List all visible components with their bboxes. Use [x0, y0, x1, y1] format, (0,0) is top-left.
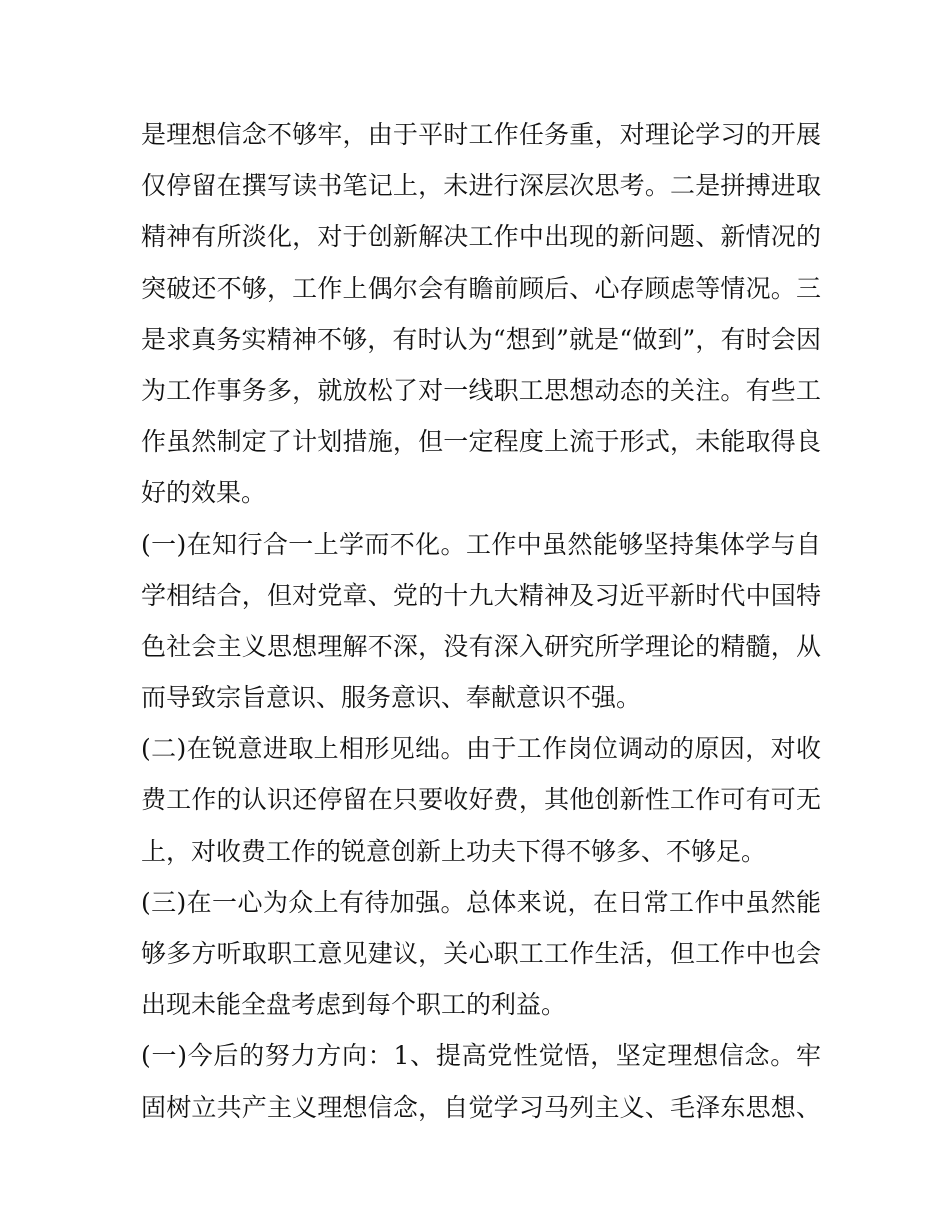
text-line: (一)在知行合一上学而不化。工作中虽然能够坚持集体学与自	[141, 529, 821, 559]
document-body	[141, 109, 821, 1133]
text-line: 是理想信念不够牢，由于平时工作任务重，对理论学习的开展	[141, 120, 821, 149]
text-line: 为工作事务多，就放松了对一线职工思想动态的关注。有些工	[141, 375, 821, 405]
text-line: 是求真务实精神不够，有时认为“想到”就是“做到”，有时会因	[141, 324, 821, 354]
text-line: 精神有所淡化，对于创新解决工作中出现的新问题、新情况的	[141, 222, 821, 252]
text-line: (三)在一心为众上有待加强。总体来说，在日常工作中虽然能	[141, 887, 821, 917]
text-line: 仅停留在撰写读书笔记上，未进行深层次思考。二是拼搏进取	[141, 171, 821, 201]
text-line: 出现未能全盘考虑到每个职工的利益。	[141, 990, 567, 1020]
text-line: 好的效果。	[141, 478, 267, 508]
text-line: 上，对收费工作的锐意创新上功夫下得不够多、不够足。	[141, 836, 767, 866]
text-line: 突破还不够，工作上偶尔会有瞻前顾后、心存顾虑等情况。三	[141, 273, 821, 303]
text-line: 固树立共产主义理想信念，自觉学习马列主义、毛泽东思想、	[141, 1092, 821, 1122]
text-line: 作虽然制定了计划措施，但一定程度上流于形式，未能取得良	[141, 427, 821, 457]
text-line: 够多方听取职工意见建议，关心职工工作生活，但工作中也会	[141, 939, 821, 968]
text-line: (二)在锐意进取上相形见绌。由于工作岗位调动的原因，对收	[141, 734, 821, 764]
text-line: (一)今后的努力方向：1、提高党性觉悟，坚定理想信念。牢	[141, 1041, 821, 1071]
text-line: 费工作的认识还停留在只要收好费，其他创新性工作可有可无	[141, 785, 821, 815]
text-line: 而导致宗旨意识、服务意识、奉献意识不强。	[141, 683, 642, 713]
text-line: 色社会主义思想理解不深，没有深入研究所学理论的精髓，从	[141, 631, 821, 661]
text-line: 学相结合，但对党章、党的十九大精神及习近平新时代中国特	[141, 580, 821, 610]
